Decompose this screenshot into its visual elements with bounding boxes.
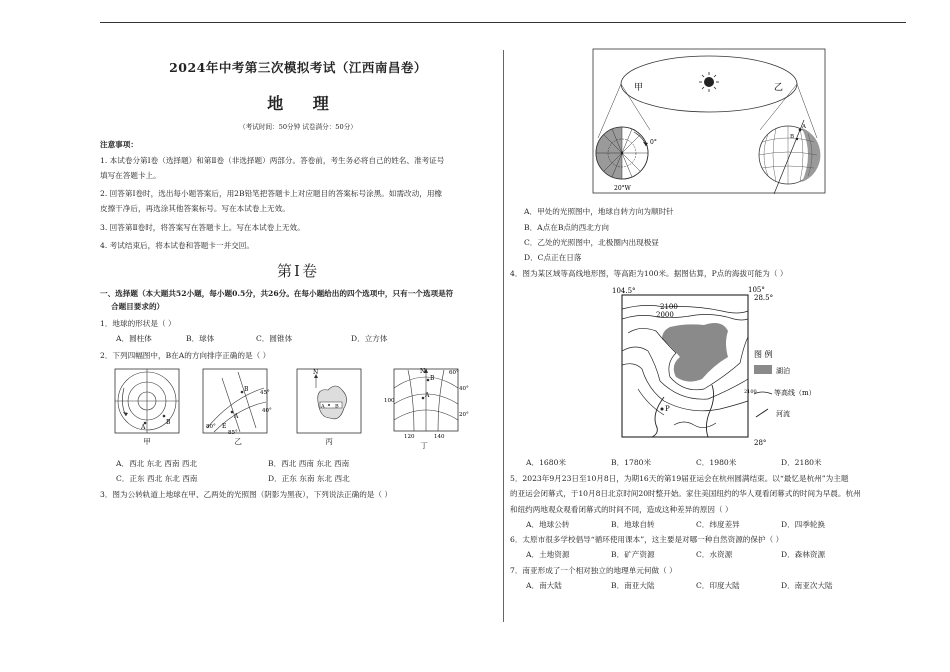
label-100: 100 [384, 397, 395, 404]
caption-jia: 甲 [143, 436, 151, 446]
label-a: A [802, 124, 806, 130]
label-n: N [420, 367, 426, 375]
q2-figures [100, 368, 496, 451]
label-a: A [321, 403, 325, 410]
label-45: 45° [260, 389, 270, 396]
q6-option-a[interactable]: A．土地资源 [526, 550, 570, 560]
figure-ding [384, 367, 469, 451]
label-0: 0° [650, 139, 657, 146]
legend-lake: 湖泊 [776, 366, 790, 375]
label-a: A [141, 423, 146, 431]
label-b: B [335, 403, 339, 410]
legend-contour: 等高线（m） [774, 388, 816, 397]
label-a: A [425, 391, 430, 399]
doc-title: 2024年中考第三次模拟考试（江西南昌卷） [169, 60, 427, 75]
q4-options [510, 458, 908, 468]
q2-option-c[interactable]: C．正东 西北 东北 西南 [116, 474, 198, 484]
q5-stem-line2: 的亚运会闭幕式，于10月8日北京时间20时整开始。家住美国纽约的华人观看闭幕式的时间为早晨。杭州 [510, 489, 861, 499]
label-b: B [430, 374, 435, 382]
q5-option-c[interactable]: C．纬度差异 [696, 519, 740, 529]
label-80: 80° [206, 423, 216, 430]
figure-jia [114, 368, 180, 451]
section-heading: 一、选择题（本大题共52小题，每小题0.5分，共26分。在每小题给出的四个选项中，只有一个选项是符 [100, 289, 454, 299]
q2-options-row1 [100, 459, 496, 469]
legend-contour-val: 2100 [744, 388, 757, 395]
right-column [510, 48, 908, 596]
q4-stem: 4．图为某区域等高线地形图，等高距为100米。据图估算，P点的海拔可能为（ ） [510, 269, 788, 279]
label-20: 20° [459, 411, 469, 418]
lon-105: 105° [748, 285, 765, 294]
lon-104-5: 104.5° [612, 286, 636, 295]
notice-line: 3. 回答第Ⅱ卷时，将答案写在答题卡上。写在本试卷上无效。 [100, 222, 305, 232]
legend-title: 图 例 [754, 349, 773, 359]
label-b: B [166, 418, 171, 426]
q2-option-b[interactable]: B．西北 西南 东北 西南 [268, 458, 350, 468]
section-heading-cont: 合题目要求的） [111, 301, 165, 311]
q5-stem-line3: 和纽约两地观众观看闭幕式的时间不同，造成这种差异的原因（ ） [510, 504, 733, 514]
caption-ding: 丁 [420, 440, 428, 450]
figure-bing-diagram [296, 368, 362, 434]
contour-2000: 2000 [656, 310, 674, 319]
q7-option-c[interactable]: C．印度大陆 [696, 580, 740, 590]
q4-option-d[interactable]: D．2180米 [781, 457, 822, 467]
notice-list [100, 156, 496, 252]
q2-option-d[interactable]: D．正东 东南 东北 西北 [268, 474, 350, 484]
label-85: 85° [228, 429, 238, 436]
q3-figure [510, 48, 908, 199]
q7-options [510, 581, 908, 591]
label-b: B [790, 134, 795, 140]
notice-line: 1. 本试卷分第Ⅰ卷（选择题）和第Ⅱ卷（非选择题）两部分。答卷前，考生务必将自己的姓名、准考证号 [100, 155, 445, 165]
q5-option-b[interactable]: B．地球自转 [611, 519, 655, 529]
label-40: 40° [459, 385, 469, 392]
label-140: 140 [434, 433, 445, 440]
notice-line: 4. 考试结束后，将本试卷和答题卡一并交回。 [100, 240, 254, 250]
q7-option-b[interactable]: B．南亚大陆 [611, 580, 655, 590]
q3-orbit-diagram [592, 48, 826, 196]
q4-option-c[interactable]: C．1980米 [696, 457, 737, 467]
q4-option-b[interactable]: B．1780米 [611, 457, 652, 467]
q4-contour-map [604, 285, 834, 451]
q6-options [510, 550, 908, 560]
left-column [100, 52, 496, 506]
q1-option-b[interactable]: B．球体 [186, 334, 215, 344]
part-one-title: 第Ⅰ卷 [277, 262, 319, 281]
caption-bing: 丙 [325, 436, 333, 446]
q4-option-a[interactable]: A．1680米 [526, 457, 566, 467]
q6-option-b[interactable]: B．矿产资源 [611, 550, 655, 560]
q1-option-a[interactable]: A．圆柱体 [116, 334, 152, 344]
q7-stem: 7．南亚形成了一个相对独立的地理单元何做（ ） [510, 565, 677, 575]
q1-stem: 1．地球的形状是（ ） [100, 318, 176, 328]
q2-options-row2 [100, 474, 496, 484]
q1-option-c[interactable]: C．圆锥体 [256, 334, 293, 344]
figure-yi [202, 368, 274, 451]
label-60: 60° [449, 369, 459, 376]
lat-28: 28° [754, 438, 767, 447]
label-20w: 20°W [614, 185, 631, 192]
q6-option-c[interactable]: C．水资源 [696, 550, 733, 560]
label-120: 120 [404, 433, 415, 440]
label-yi: 乙 [774, 83, 784, 93]
label-40: 40° [262, 407, 272, 414]
notice-line: 皮擦干净后，再选涂其他答案标号。写在本试卷上无效。 [100, 204, 290, 214]
notice-line: 2. 回答第Ⅰ卷时，选出每小题答案后，用2B铅笔把答题卡上对应题目的答案标号涂黑。如需改动，用橡 [100, 189, 443, 199]
point-p: P [665, 404, 670, 413]
q2-option-a[interactable]: A．西北 东北 西南 西北 [116, 458, 198, 468]
top-rule [100, 22, 906, 23]
q2-stem: 2．下列四幅图中，B在A的方向排序正确的是（ ） [100, 351, 271, 361]
q6-option-d[interactable]: D．森林资源 [781, 550, 826, 560]
label-jia: 甲 [634, 83, 644, 93]
notice-heading: 注意事项： [100, 140, 138, 150]
q3-stem: 3．图为公转轨道上地球在甲、乙两处的光照图（阴影为黑夜），下列说法正确的是（ ） [100, 490, 393, 500]
q1-options [100, 334, 496, 344]
lat-28-5: 28.5° [754, 293, 774, 302]
q4-figure [510, 285, 908, 454]
caption-yi: 乙 [234, 436, 242, 446]
notice-line: 填写在答题卡上。 [100, 170, 161, 180]
q7-option-a[interactable]: A．南大陆 [526, 580, 562, 590]
q3-option-a[interactable]: A．甲处的光照图中，地球自转方向为顺时针 [524, 207, 674, 217]
q3-option-b[interactable]: B．A点在B点的西北方向 [524, 222, 609, 232]
q1-option-d[interactable]: D．立方体 [351, 334, 388, 344]
exam-meta: （考试时间：50分钟 试卷满分：50分） [239, 123, 357, 132]
q3-option-d[interactable]: D．C点正在日落 [524, 253, 582, 262]
label-a: A [234, 412, 239, 420]
q5-stem-line1: 5．2023年9月23日至10月8日，为期16天的第19届亚运会在杭州圆满结束。以“最忆是杭州”为主题 [510, 474, 849, 483]
figure-bing [296, 368, 362, 451]
q6-stem: 6．太原市很多学校倡导“循环使用课本”，这主要是对哪一种自然资源的保护（ ） [510, 535, 784, 544]
q5-option-a[interactable]: A．地球公转 [526, 519, 570, 529]
label-e: E [222, 422, 227, 430]
figure-ding-diagram [384, 367, 469, 440]
figure-yi-diagram [202, 368, 274, 434]
subject-title: 地 理 [267, 93, 341, 113]
label-n: N [313, 368, 319, 376]
column-divider [503, 50, 504, 622]
legend-river: 河流 [776, 409, 790, 418]
q5-options [510, 520, 908, 530]
figure-jia-diagram [114, 368, 180, 434]
q5-option-d[interactable]: D．四季轮换 [781, 519, 826, 529]
q7-option-d[interactable]: D．南亚次大陆 [781, 580, 833, 590]
q3-option-c[interactable]: C．乙处的光照图中，北极圈内出现极昼 [524, 237, 659, 247]
label-b: B [244, 385, 249, 393]
contour-2100: 2100 [660, 302, 678, 311]
